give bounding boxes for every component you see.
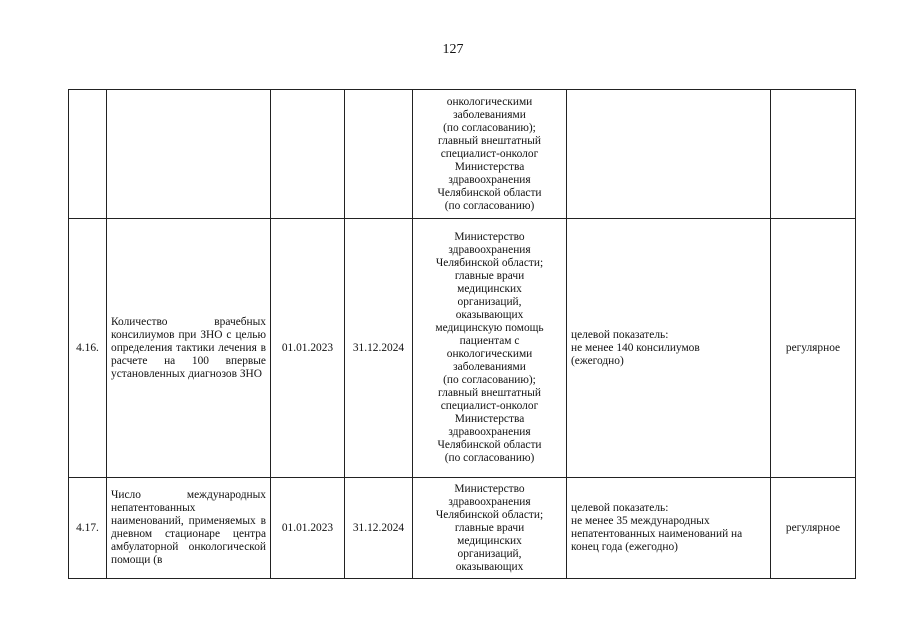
executor-line: здравоохранения: [448, 495, 531, 508]
executor-line: пациентам с: [459, 335, 520, 347]
measure-name: [107, 90, 271, 219]
executor-line: организаций,: [457, 547, 522, 560]
result-cell: [567, 219, 771, 478]
executor-line: (по согласованию);: [443, 374, 536, 386]
row-number: [69, 90, 107, 219]
executor-line: медицинскую помощь: [435, 322, 544, 334]
executor-line: здравоохранения: [448, 244, 531, 256]
frequency: регулярное: [771, 219, 856, 478]
result-cell: [567, 90, 771, 219]
table-row: [69, 90, 856, 219]
measure-name: Число международных непатентованных наименований, применяемых в дневном стационаре центра амбулаторной онкологической помощи (в: [107, 478, 271, 579]
executor-line: заболеваниями: [453, 361, 526, 373]
plan-table: [68, 89, 856, 579]
executor-line: главный внештатный: [438, 134, 541, 147]
executor-line: онкологическими: [446, 348, 533, 360]
executor-line: медицинских: [457, 283, 522, 295]
executor-line: здравоохранения: [448, 426, 531, 438]
result-line: целевой показатель:: [571, 502, 669, 514]
result-line: не менее 35 международных непатентованных наименований на конец года (ежегодно): [571, 515, 743, 553]
executors-cell: [413, 90, 567, 219]
executor-line: Министерства: [454, 413, 525, 425]
executor-line: Министерство: [454, 482, 525, 495]
executor-line: онкологическими: [446, 95, 533, 108]
page-number: 127: [442, 42, 464, 57]
executor-line: медицинских: [457, 534, 522, 547]
executor-line: Челябинской области: [437, 439, 542, 451]
executor-line: (по согласованию);: [443, 121, 536, 134]
start-date: 01.01.2023: [271, 219, 345, 478]
table-row: [69, 219, 856, 478]
executor-line: оказывающих: [455, 309, 524, 321]
start-date: [271, 90, 345, 219]
executor-line: Челябинской области: [437, 186, 542, 199]
executor-line: организаций,: [457, 296, 522, 308]
executor-line: здравоохранения: [448, 173, 531, 186]
frequency: регулярное: [771, 478, 856, 579]
executor-line: главные врачи: [454, 521, 525, 534]
end-date: 31.12.2024: [345, 478, 413, 579]
executor-line: оказывающих: [455, 560, 524, 573]
executor-line: заболеваниями: [453, 108, 526, 121]
executor-line: Челябинской области;: [435, 508, 544, 521]
result-line: целевой показатель:: [571, 328, 669, 341]
end-date: 31.12.2024: [345, 219, 413, 478]
executor-line: Министерства: [454, 160, 525, 173]
result-line: (ежегодно): [571, 354, 624, 367]
executor-line: главный внештатный: [438, 387, 541, 399]
row-number: 4.17.: [69, 478, 107, 579]
end-date: [345, 90, 413, 219]
start-date: 01.01.2023: [271, 478, 345, 579]
executor-line: Министерство: [454, 231, 525, 243]
row-number: 4.16.: [69, 219, 107, 478]
executor-line: специалист-онколог: [440, 147, 539, 160]
executors-cell: [413, 478, 567, 579]
measure-name: Количество врачебных консилиумов при ЗНО с целью определения тактики лечения в расчете на 100 впервые установленных диагнозов ЗНО: [107, 219, 271, 478]
executor-line: (по согласованию): [444, 199, 535, 212]
executor-line: специалист-онколог: [440, 400, 539, 412]
result-line: не менее 140 консилиумов: [571, 341, 700, 354]
executors-cell: [413, 219, 567, 478]
frequency: [771, 90, 856, 219]
executor-line: (по согласованию): [444, 452, 535, 464]
executor-line: Челябинской области;: [435, 257, 544, 269]
result-cell: [567, 478, 771, 579]
executor-line: главные врачи: [454, 270, 525, 282]
table-row: [69, 478, 856, 579]
